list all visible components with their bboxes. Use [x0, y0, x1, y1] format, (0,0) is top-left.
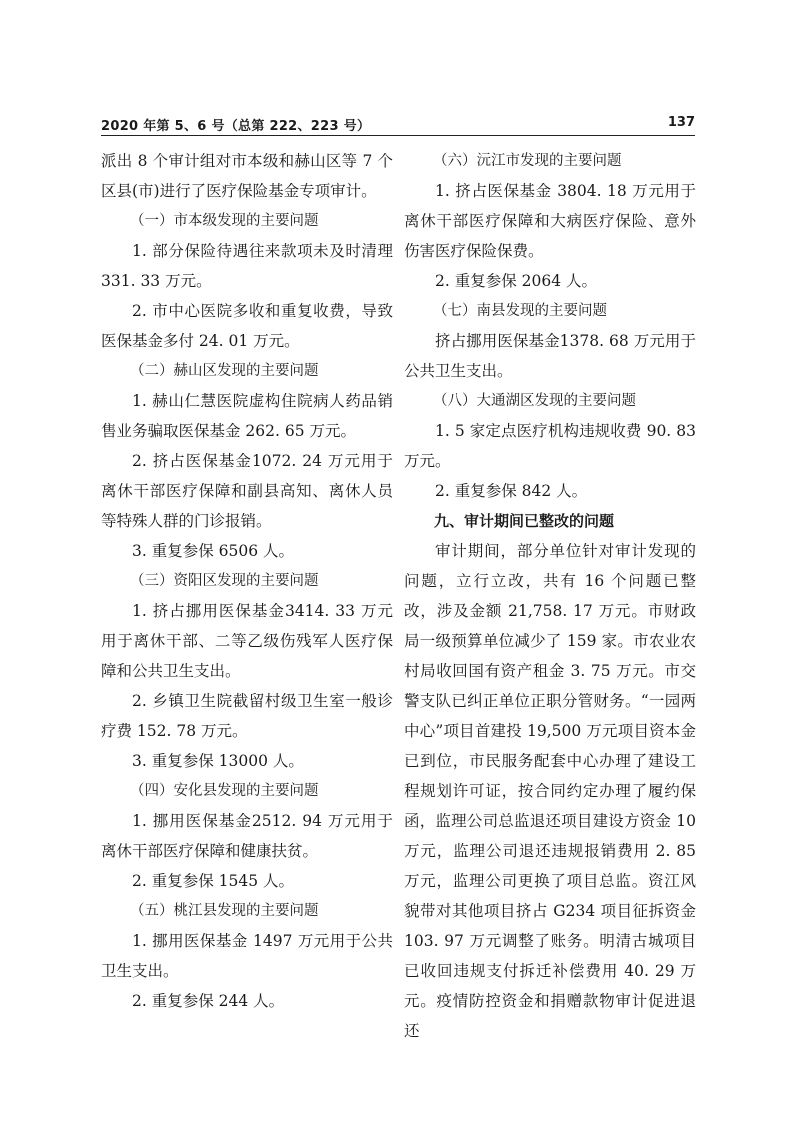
paragraph: 3. 重复参保 6506 人。 — [132, 542, 295, 560]
paragraph: 3. 重复参保 13000 人。 — [132, 752, 304, 770]
paragraph: 1. 挤占挪用医保基金3414. 33 万元用于离休干部、二等乙级伤残军人医疗保障和公共卫生支出。 — [101, 602, 393, 680]
paragraph: 审计期间，部分单位针对审计发现的问题，立行立改，共有 16 个问题已整改，涉及金额 21,758. 17 万元。市财政局一级预算单位减少了 159 家。市农业农村局收回国有资产租金 3. 75 万元。市交警支队已纠正单位正职分管财务。“一园两中心”项目首建投 19,500 万元项目资本金已到位，市民服务配套中心办理了建设工程规划许可证，按合同约定办理了履约保函，监理公司总监退还项目建设方资金 10 万元，监理公司退还违规报销费用 2. 85 万元，监理公司更换了项目总监。资江风貌带对其他项目挤占 G234 项目征拆资金 103. 97 万元调整了账务。明清古城项目已收回违规支付拆迁补偿费用 40. 29 万元。疫情防控资金和捐赠款物审计促进退还 — [404, 542, 696, 1040]
paragraph: 2. 重复参保 842 人。 — [435, 482, 588, 500]
paragraph: 1. 挤占医保基金 3804. 18 万元用于离休干部医疗保障和大病医疗保险、意外伤害医疗保险保费。 — [404, 182, 696, 260]
section-subheading: （五）桃江县发现的主要问题 — [130, 903, 319, 919]
section-heading: 九、审计期间已整改的问题 — [434, 512, 615, 530]
right-column — [404, 146, 696, 1046]
section-subheading: （三）资阳区发现的主要问题 — [130, 573, 319, 589]
paragraph: 2. 挤占医保基金1072. 24 万元用于离休干部医疗保障和副县高知、离休人员等特殊人群的门诊报销。 — [101, 452, 393, 530]
section-subheading: （二）赫山区发现的主要问题 — [130, 363, 319, 379]
running-header — [101, 113, 695, 136]
paragraph: 挤占挪用医保基金1378. 68 万元用于公共卫生支出。 — [404, 332, 696, 380]
paragraph: 1. 挪用医保基金2512. 94 万元用于离休干部医疗保障和健康扶贫。 — [101, 812, 393, 860]
paragraph: 2. 重复参保 244 人。 — [132, 992, 285, 1010]
paragraph: 1. 部分保险待遇往来款项未及时清理 331. 33 万元。 — [101, 242, 393, 290]
section-subheading: （七）南县发现的主要问题 — [433, 303, 607, 319]
section-subheading: （八）大通湖区发现的主要问题 — [433, 393, 636, 409]
paragraph: 2. 重复参保 2064 人。 — [435, 272, 598, 290]
paragraph: 2. 市中心医院多收和重复收费，导致医保基金多付 24. 01 万元。 — [101, 302, 393, 350]
paragraph: 2. 乡镇卫生院截留村级卫生室一般诊疗费 152. 78 万元。 — [101, 692, 393, 740]
paragraph: 1. 5 家定点医疗机构违规收费 90. 83 万元。 — [404, 422, 696, 470]
paragraph: 2. 重复参保 1545 人。 — [132, 872, 295, 890]
paragraph: 派出 8 个审计组对市本级和赫山区等 7 个区县(市)进行了医疗保险基金专项审计。 — [101, 152, 393, 200]
section-subheading: （四）安化县发现的主要问题 — [130, 783, 319, 799]
journal-issue: 2020 年第 5、6 号（总第 222、223 号） — [101, 119, 371, 134]
section-subheading: （一）市本级发现的主要问题 — [130, 213, 319, 229]
paragraph: 1. 挪用医保基金 1497 万元用于公共卫生支出。 — [101, 932, 393, 980]
paragraph: 1. 赫山仁慧医院虚构住院病人药品销售业务骗取医保基金 262. 65 万元。 — [101, 392, 393, 440]
page-number: 137 — [667, 115, 695, 130]
section-subheading: （六）沅江市发现的主要问题 — [433, 153, 622, 169]
left-column — [101, 146, 393, 1016]
